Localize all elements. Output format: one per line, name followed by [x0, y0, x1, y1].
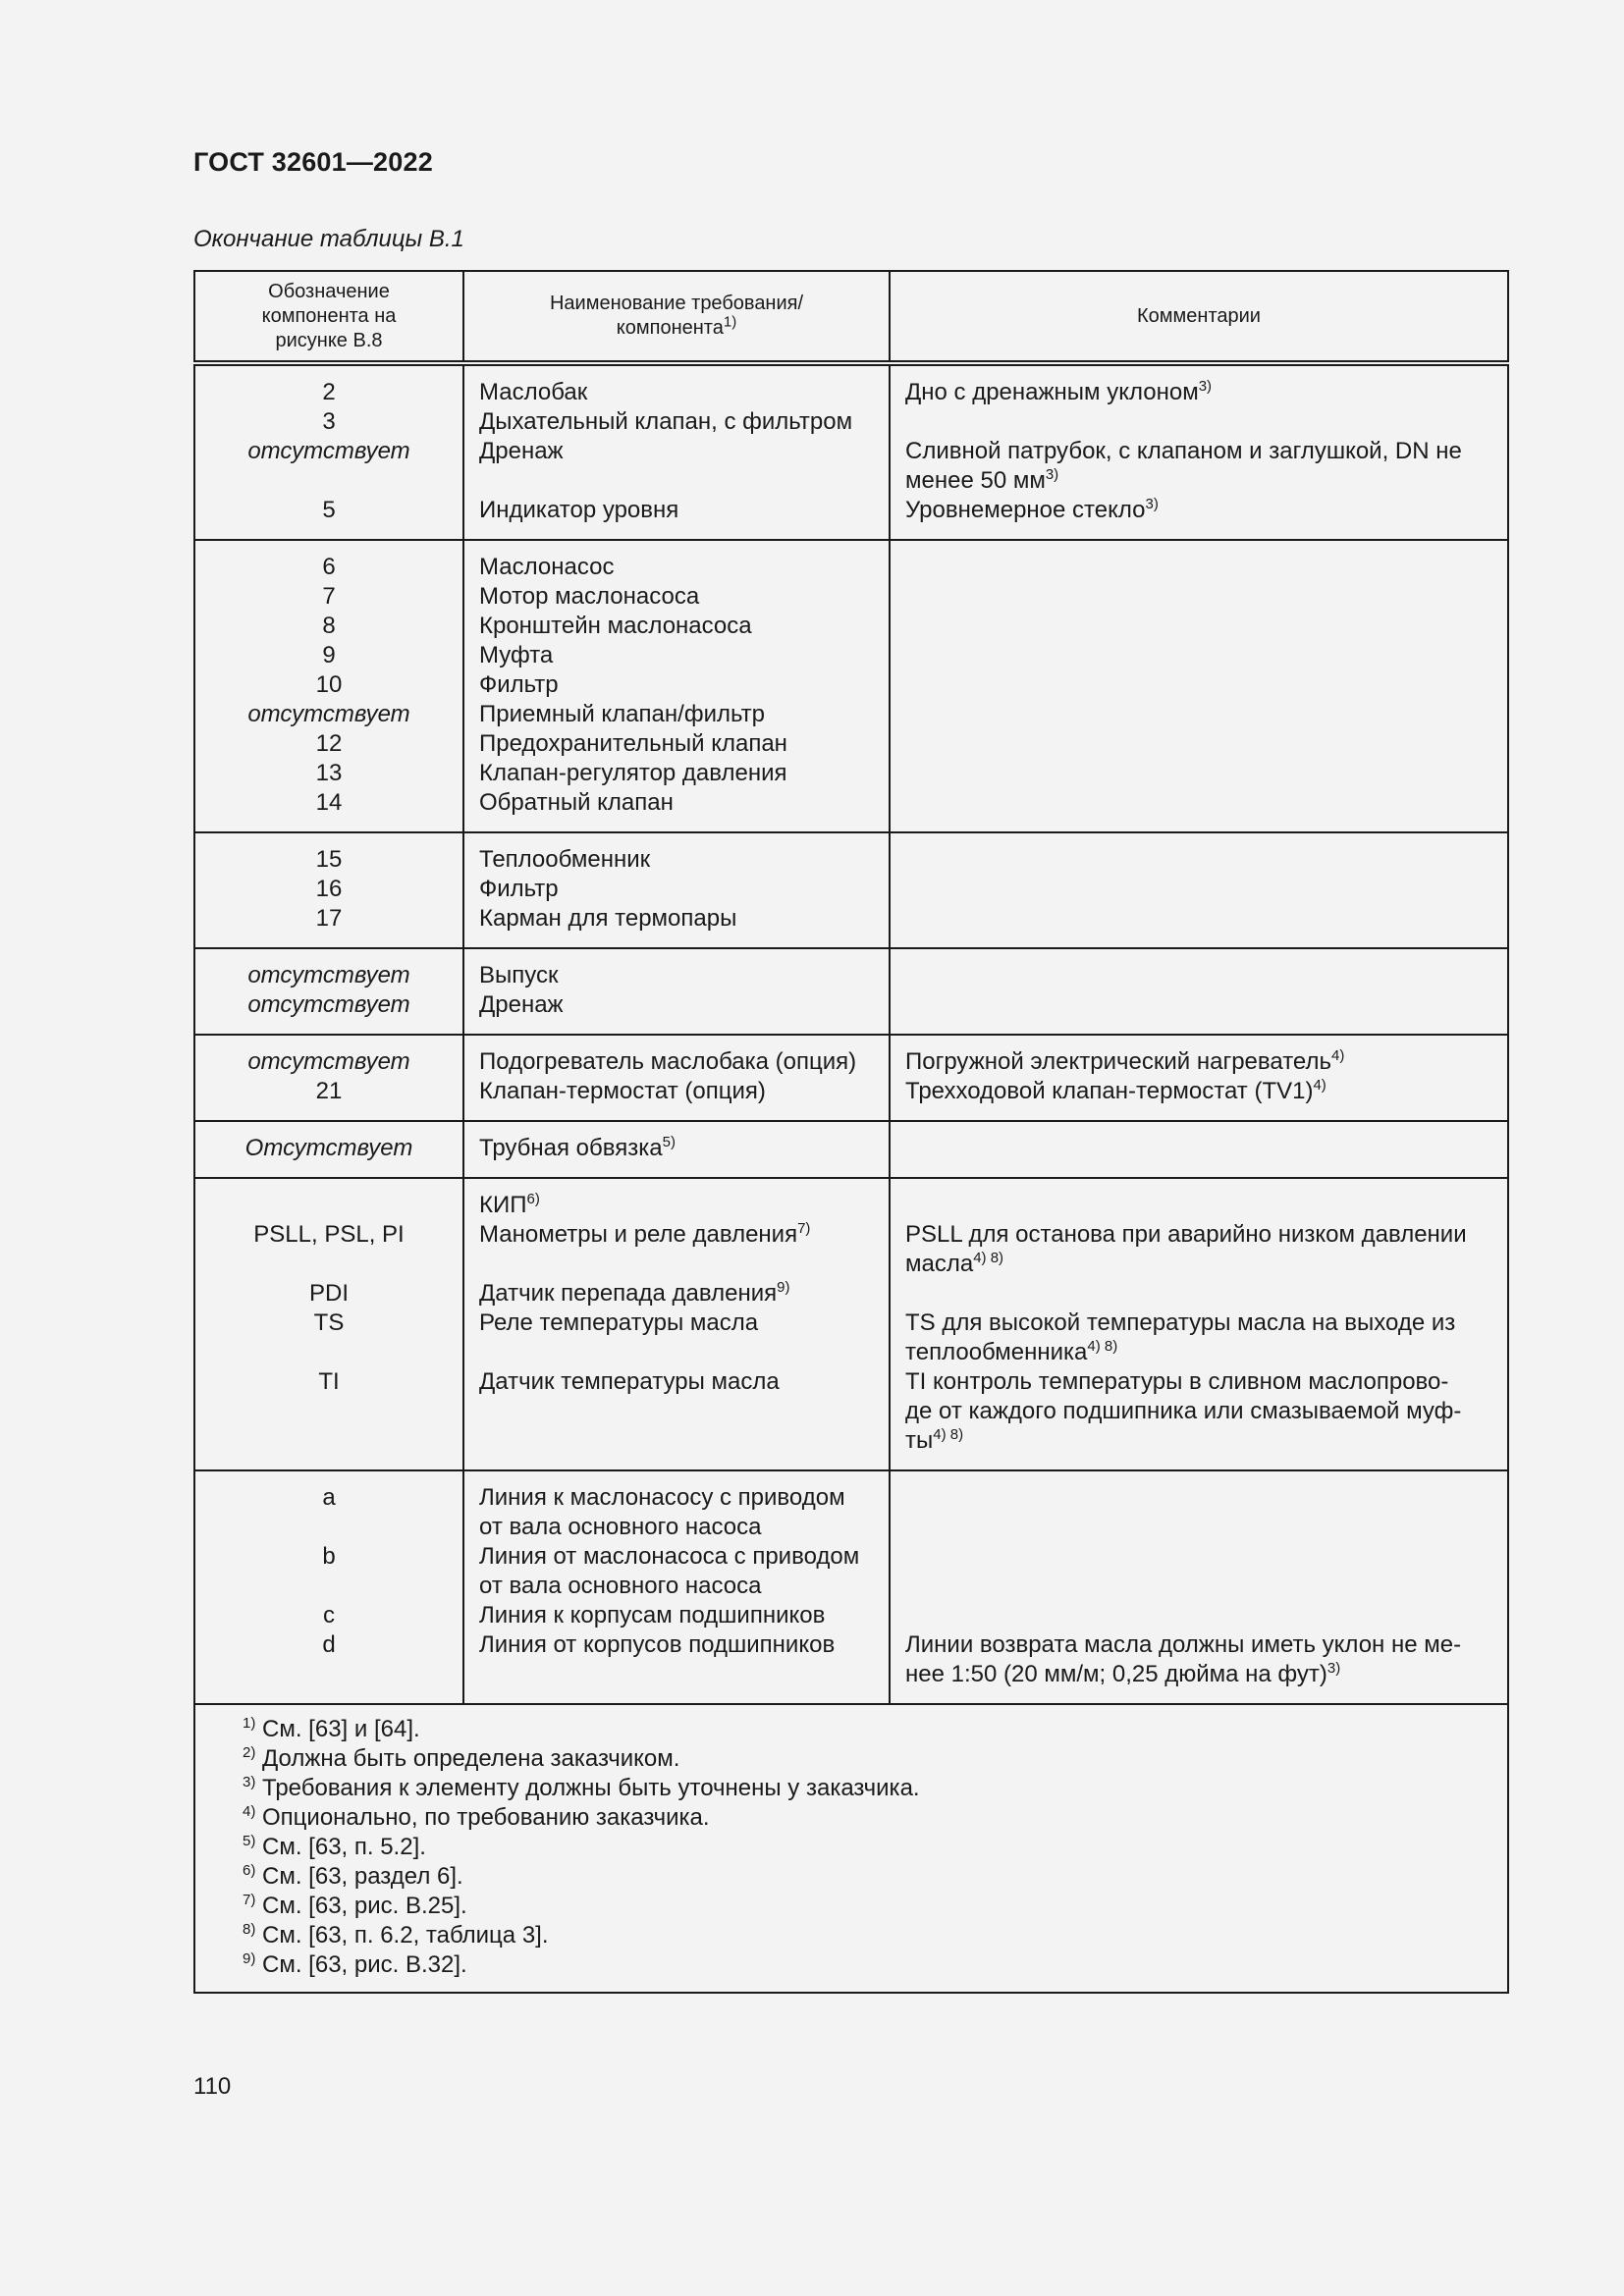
designation-line: отсутствует [247, 962, 410, 988]
cell-comment [890, 1121, 1508, 1178]
cell-comment [890, 1178, 1508, 1470]
table-row-group [194, 1035, 1508, 1121]
designation-line: 12 [315, 730, 343, 757]
designation-line: отсутствует [247, 1048, 410, 1075]
designation-line: PSLL, PSL, PI [253, 1221, 405, 1248]
comment-line [905, 1191, 1492, 1220]
designation-line: отсутствует [247, 438, 410, 464]
cell-comment [890, 540, 1508, 832]
footnote-ref: 4) 8) [1087, 1338, 1118, 1355]
cell-designation [194, 832, 463, 948]
comment-line [905, 1572, 1492, 1601]
footnote-number: 4) [243, 1803, 256, 1820]
footnote-text: Должна быть определена заказчиком. [255, 1745, 680, 1772]
footnote-ref: 4) 8) [933, 1426, 964, 1443]
designation-line: 5 [322, 497, 336, 523]
cell-comment [890, 363, 1508, 540]
cell-name [463, 1035, 890, 1121]
name-line: Карман для термопары [479, 905, 737, 932]
footnotes [194, 1704, 1508, 1993]
comment-line: Сливной патрубок, с клапаном и заглушкой, DN не [905, 438, 1462, 464]
table-row-group [194, 1178, 1508, 1470]
col-header-name: Наименование требования/компонента$^{1)}$ [463, 271, 890, 363]
designation-line [195, 1397, 462, 1426]
footnote-text: См. [63, п. 6.2, таблица 3]. [255, 1922, 549, 1949]
comment-line [905, 1601, 1492, 1630]
cell-name [463, 363, 890, 540]
comment-line [905, 1542, 1492, 1572]
comment-line: теплообменника$^{4) 8)}$ [905, 1338, 1118, 1365]
name-line: Линия к корпусам подшипников [479, 1602, 826, 1629]
designation-line: 16 [315, 876, 343, 902]
name-line: Линия к маслонасосу с приводом [479, 1484, 845, 1511]
designation-line [195, 1338, 462, 1367]
footnote-ref: 4) 8) [973, 1250, 1004, 1266]
name-line: Дренаж [479, 438, 564, 464]
cell-name [463, 540, 890, 832]
designation-line: TI [318, 1368, 340, 1395]
name-line: Муфта [479, 642, 554, 668]
designation-line: PDI [308, 1280, 349, 1307]
name-line: Клапан-регулятор давления [479, 760, 787, 786]
comment-line: Дно с дренажным уклоном$^{3)}$ [905, 378, 1213, 405]
designation-line [195, 466, 462, 496]
footnote-ref: 3) [1326, 1660, 1341, 1677]
name-line: Мотор маслонасоса [479, 583, 700, 610]
name-line: Приемный клапан/фильтр [479, 701, 765, 727]
comment-line: $ты^{4) 8)}$ [905, 1426, 964, 1454]
comment-line: Уровнемерное стекло$^{3)}$ [905, 496, 1159, 523]
name-line: Клапан-термостат (опция) [479, 1078, 766, 1104]
designation-line: 9 [322, 642, 336, 668]
comment-line: менее 50 $мм^{3)}$ [905, 466, 1059, 494]
footnote-item [243, 1921, 1507, 1950]
name-line: Обратный клапан [479, 789, 674, 816]
cell-name [463, 1178, 890, 1470]
name-line: от вала основного насоса [479, 1573, 762, 1599]
name-line: Трубная обвязка$^{5)}$ [479, 1134, 676, 1161]
footnote-item [243, 1715, 1507, 1744]
cell-designation [194, 1470, 463, 1704]
designation-line: Отсутствует [244, 1135, 413, 1161]
name-line: Датчик температуры масла [479, 1368, 780, 1395]
footnote-text: См. [63] и [64]. [255, 1716, 420, 1742]
page-number: 110 [193, 2073, 232, 2100]
comment-line: TS для высокой температуры масла на выходе из [905, 1309, 1456, 1336]
designation-line [195, 1572, 462, 1601]
designation-line: 6 [322, 554, 336, 580]
footnote-text: Опционально, по требованию заказчика. [255, 1804, 710, 1831]
cell-designation [194, 1035, 463, 1121]
footnotes-row [194, 1704, 1508, 1993]
comment-line: Трехходовой клапан-термостат $(TV1)^{4)}$ [905, 1077, 1326, 1104]
table-row-group [194, 948, 1508, 1035]
comment-line [905, 1483, 1492, 1513]
cell-comment [890, 948, 1508, 1035]
designation-line [195, 1191, 462, 1220]
name-line: Теплообменник [479, 846, 651, 873]
footnote-ref: 3) [1045, 466, 1059, 483]
footnote-number: 5) [243, 1833, 256, 1849]
table-body [194, 363, 1508, 1704]
table-caption: Окончание таблицы В.1 [193, 226, 464, 252]
col-header-comments: Комментарии [890, 271, 1508, 363]
name-line: Манометры и реле давления$^{7)}$ [479, 1220, 811, 1248]
name-line: Выпуск [479, 962, 559, 988]
designation-line: 15 [315, 846, 343, 873]
header-row [194, 271, 1508, 363]
designation-line: отсутствует [247, 991, 410, 1018]
designation-line: 8 [322, 613, 336, 639]
name-line: Кронштейн маслонасоса [479, 613, 752, 639]
cell-name [463, 948, 890, 1035]
designation-line: d [322, 1631, 336, 1658]
spec-table [193, 270, 1509, 1994]
name-line: Индикатор уровня [479, 497, 679, 523]
footnote-number: 6) [243, 1862, 256, 1879]
footnote-text: Требования к элементу должны быть уточнены у заказчика. [255, 1775, 920, 1801]
designation-line: 2 [322, 379, 336, 405]
footnote-text: См. [63, рис. В.32]. [255, 1951, 467, 1978]
name-line: Дыхательный клапан, с фильтром [479, 408, 853, 435]
name-line [479, 1426, 874, 1456]
footnote-ref: 7) [797, 1220, 811, 1237]
comment-line: Линии возврата масла должны иметь уклон не ме- [905, 1631, 1462, 1658]
name-line: Маслонасос [479, 554, 615, 580]
name-line: Подогреватель маслобака (опция) [479, 1048, 857, 1075]
name-line [479, 466, 874, 496]
cell-designation [194, 1121, 463, 1178]
designation-line: отсутствует [247, 701, 410, 727]
designation-line [195, 1426, 462, 1456]
name-line: Реле температуры масла [479, 1309, 759, 1336]
footnote-text: См. [63, п. 5.2]. [255, 1834, 426, 1860]
name-line: Датчик перепада давления$^{9)}$ [479, 1279, 790, 1307]
designation-line [195, 1660, 462, 1689]
comment-line: PSLL для останова при аварийно низком давлении [905, 1221, 1467, 1248]
comment-line: де от каждого подшипника или смазываемой муф- [905, 1398, 1462, 1424]
cell-name [463, 832, 890, 948]
footnote-ref: 5) [662, 1134, 676, 1150]
designation-line: 3 [322, 408, 336, 435]
footnote-ref: 9) [777, 1279, 790, 1296]
name-line [479, 1660, 874, 1689]
footnote-item [243, 1833, 1507, 1862]
designation-line: 13 [315, 760, 343, 786]
name-line: Фильтр [479, 876, 559, 902]
comment-line: Погружной электрический нагреватель$^{4)}$ [905, 1047, 1345, 1075]
document-header: ГОСТ 32601—2022 [193, 147, 433, 177]
footnote-ref: 3) [1198, 378, 1213, 395]
footnote-number: 1) [243, 1715, 256, 1732]
table-row-group [194, 363, 1508, 540]
footnote-item [243, 1892, 1507, 1921]
col-header-designation: Обозначение компонента на рисунке В.8 [194, 271, 463, 363]
name-line: Фильтр [479, 671, 559, 698]
designation-line: c [323, 1602, 335, 1629]
designation-line: 10 [315, 671, 343, 698]
comment-line: нее 1:50 (20 мм/м; 0,25 дюйма на фут)$^{3)}$ [905, 1660, 1341, 1687]
comment-line [905, 1279, 1492, 1308]
name-line [479, 1397, 874, 1426]
cell-comment [890, 832, 1508, 948]
comment-line: масла$^{4) 8)}$ [905, 1250, 1004, 1277]
designation-line: 17 [315, 905, 343, 932]
footnote-number: 7) [243, 1892, 256, 1908]
table-row-group [194, 1470, 1508, 1704]
cell-name [463, 1470, 890, 1704]
designation-line [195, 1250, 462, 1279]
comment-line [905, 407, 1492, 437]
cell-name [463, 1121, 890, 1178]
comment-line: TI контроль температуры в сливном маслопрово- [905, 1368, 1449, 1395]
name-line: Линия от корпусов подшипников [479, 1631, 836, 1658]
designation-line: a [322, 1484, 336, 1511]
name-line: Предохранительный клапан [479, 730, 787, 757]
name-line: Дренаж [479, 991, 564, 1018]
footnote-text: См. [63, раздел 6]. [255, 1863, 463, 1890]
footnote-text: См. [63, рис. В.25]. [255, 1893, 467, 1919]
cell-designation [194, 363, 463, 540]
footnote-number: 2) [243, 1744, 256, 1761]
footnote-ref: 4) [1313, 1077, 1326, 1094]
table-row-group [194, 540, 1508, 832]
designation-line: 21 [315, 1078, 343, 1104]
footnote-item [243, 1774, 1507, 1803]
designation-line: TS [313, 1309, 345, 1336]
footnote-item [243, 1803, 1507, 1833]
designation-line: 7 [322, 583, 336, 610]
name-line: Маслобак [479, 379, 588, 405]
cell-comment [890, 1470, 1508, 1704]
comment-line [905, 1513, 1492, 1542]
footnote-number: 9) [243, 1950, 256, 1967]
name-line [479, 1338, 874, 1367]
footnote-ref: 4) [1330, 1047, 1345, 1064]
name-line: от вала основного насоса [479, 1514, 762, 1540]
footnote-number: 8) [243, 1921, 256, 1938]
table-row-group [194, 1121, 1508, 1178]
designation-line: 14 [315, 789, 343, 816]
table-row-group [194, 832, 1508, 948]
footnote-item [243, 1744, 1507, 1774]
footnote-ref: 3) [1145, 496, 1159, 512]
name-line: Линия от маслонасоса с приводом [479, 1543, 860, 1570]
designation-line: b [322, 1543, 336, 1570]
footnote-number: 3) [243, 1774, 256, 1790]
designation-line [195, 1513, 462, 1542]
cell-comment [890, 1035, 1508, 1121]
cell-designation [194, 948, 463, 1035]
footnote-item [243, 1950, 1507, 1980]
name-line [479, 1250, 874, 1279]
cell-designation [194, 540, 463, 832]
cell-designation [194, 1178, 463, 1470]
name-line: КИП$^{6)}$ [479, 1191, 540, 1218]
footnote-ref: 6) [526, 1191, 540, 1207]
footnote-item [243, 1862, 1507, 1892]
